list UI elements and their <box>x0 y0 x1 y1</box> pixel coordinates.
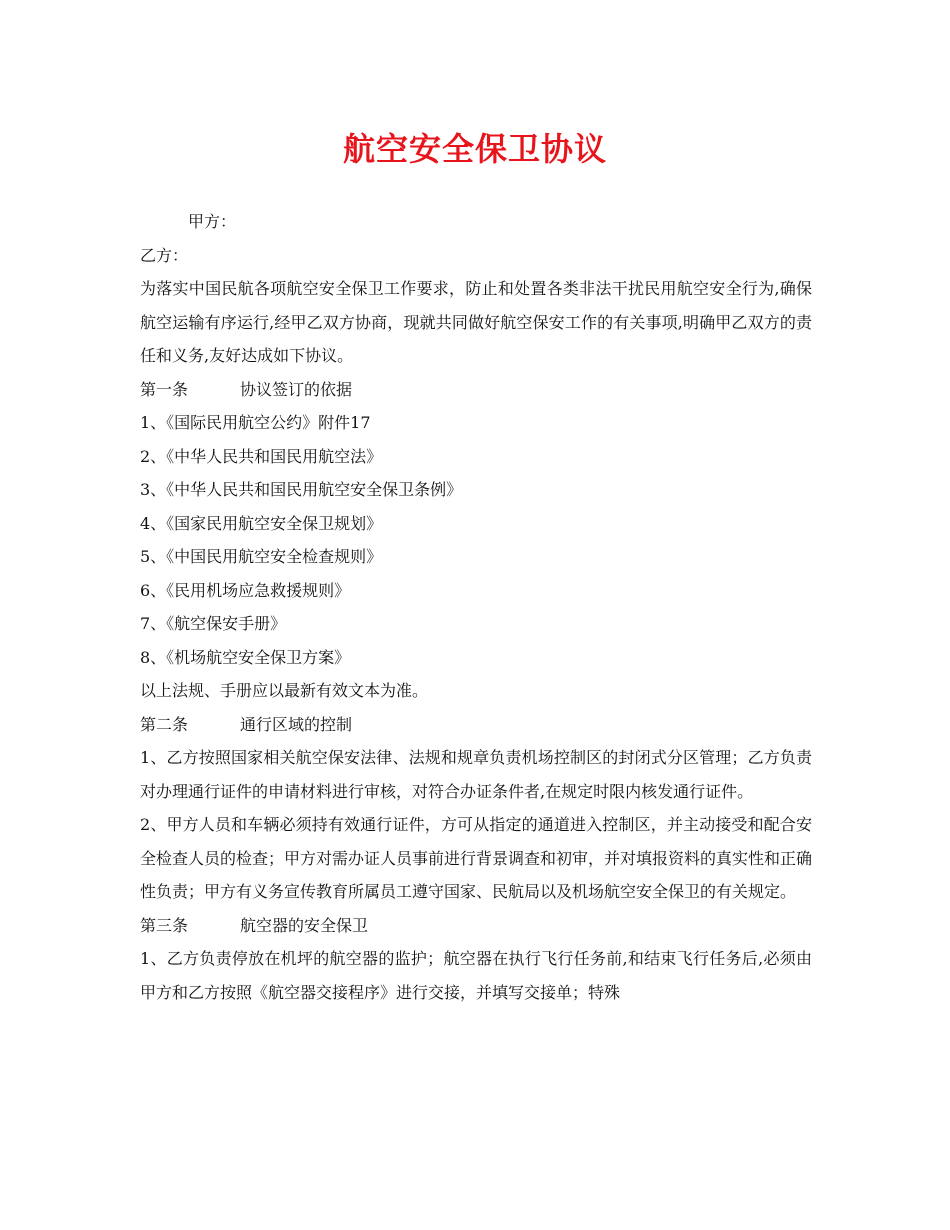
article-number: 第三条 <box>140 915 189 935</box>
document-title: 航空安全保卫协议 <box>342 130 607 168</box>
article-2-item: 1、乙方按照国家相关航空保安法律、法规和规章负责机场控制区的封闭式分区管理；乙方负责对办理通行证件的申请材料进行审核，对符合办证条件者,在规定时限内核发通行证件。 <box>140 748 812 801</box>
article-1-item: 4、《国家民用航空安全保卫规划》 <box>140 513 383 533</box>
article-heading-text: 协议签订的依据 <box>240 379 353 399</box>
article-1-heading <box>140 373 812 407</box>
article-number: 第一条 <box>140 379 189 399</box>
party-b-line: 乙方： <box>140 245 189 265</box>
article-3-item: 1、乙方负责停放在机坪的航空器的监护；航空器在执行飞行任务前,和结束飞行任务后,必须由甲方和乙方按照《航空器交接程序》进行交接，并填写交接单；特殊 <box>140 949 812 1002</box>
party-a-line: 甲方： <box>188 212 237 231</box>
intro-paragraph: 为落实中国民航各项航空安全保卫工作要求，防止和处置各类非法干扰民用航空安全行为,确保航空运输有序运行,经甲乙双方协商，现就共同做好航空保安工作的有关事项,明确甲乙双方的责任和义务,友好达成如下协议。 <box>140 279 812 365</box>
article-1-note: 以上法规、手册应以最新有效文本为准。 <box>140 681 429 700</box>
article-heading-text: 通行区域的控制 <box>240 714 353 734</box>
article-1-item: 5、《中国民用航空安全检查规则》 <box>140 547 383 566</box>
article-2-heading <box>140 708 812 742</box>
article-1-item: 1、《国际民用航空公约》附件17 <box>140 413 371 432</box>
article-number: 第二条 <box>140 714 189 734</box>
document-body <box>140 205 812 1009</box>
article-1-item: 3、《中华人民共和国民用航空安全保卫条例》 <box>140 480 463 499</box>
article-1-item: 6、《民用机场应急救援规则》 <box>140 580 351 600</box>
article-3-heading <box>140 909 812 943</box>
article-1-item: 2、《中华人民共和国民用航空法》 <box>140 446 383 466</box>
article-2-item: 2、甲方人员和车辆必须持有效通行证件，方可从指定的通道进入控制区，并主动接受和配合安全检查人员的检查；甲方对需办证人员事前进行背景调查和初审，并对填报资料的真实性和正确性负责；甲方有义务宣传教育所属员工遵守国家、民航局以及机场航空安全保卫的有关规定。 <box>140 815 813 901</box>
article-1-item: 8、《机场航空安全保卫方案》 <box>140 647 351 667</box>
article-1-item: 7、《航空保安手册》 <box>140 614 287 633</box>
article-heading-text: 航空器的安全保卫 <box>240 915 369 935</box>
